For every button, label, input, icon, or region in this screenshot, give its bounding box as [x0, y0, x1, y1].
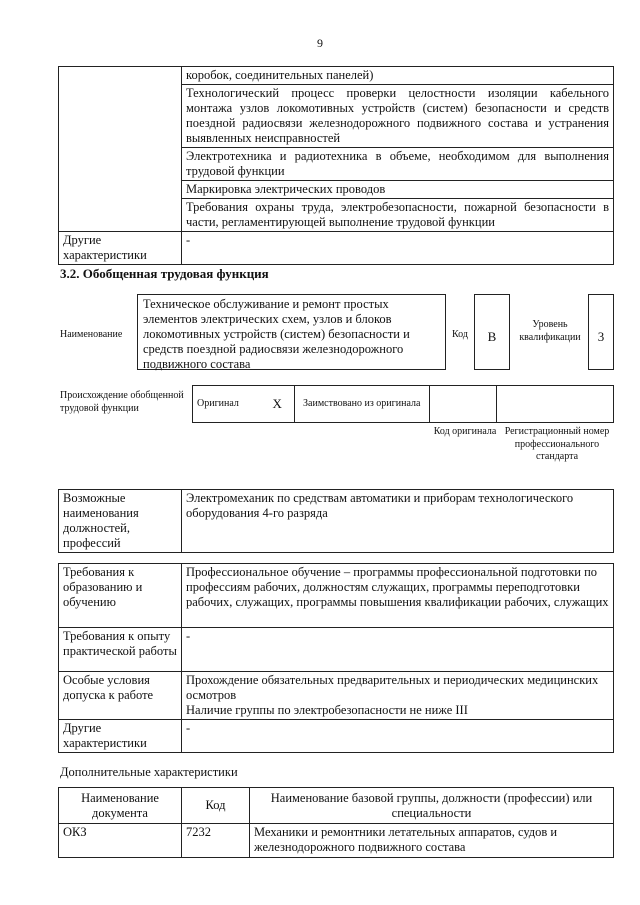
table-header-cell: Код [182, 788, 250, 824]
gtf-code-value: B [474, 294, 510, 370]
table-label-cell: Возможные наименования должностей, профессий [59, 490, 182, 553]
additional-table [58, 787, 614, 858]
table-header-cell: Наименование базовой группы, должности (профессии) или специальности [250, 788, 614, 824]
table-row [59, 232, 614, 265]
table-cell: Маркировка электрических проводов [182, 181, 614, 199]
table-row [59, 490, 614, 553]
gtf-name-box: Техническое обслуживание и ремонт простых элементов электрических схем, узлов и блоков локомотивных устройств (систем) безопасности и средств поездной радиосвязи железнодорожного подвижного состава [137, 294, 446, 370]
table-row [59, 628, 614, 672]
origin-label: Происхождение обобщенной трудовой функции [60, 390, 184, 414]
gtf-level-label: Уровень квалификации [519, 319, 581, 343]
table-label-cell: Особые условия допуска к работе [59, 672, 182, 720]
gtf-code-label: Код [452, 329, 468, 340]
reg-caption: Регистрационный номер профессионального стандарта [504, 426, 610, 462]
section-title: 3.2. Обобщенная трудовая функция [60, 266, 269, 281]
table-cell: коробок, соединительных панелей) [182, 67, 614, 85]
table-cell: Технологический процесс проверки целостности изоляции кабельного монтажа узлов локомотивных устройств (систем) безопасности и средств поездной радиосвязи железнодорожного подвижного состава и устранения выявленных неисправностей [182, 85, 614, 148]
original-mark: X [260, 386, 294, 423]
table-label-cell: Требования к опыту практической работы [59, 628, 182, 672]
origin-code-cell [429, 386, 497, 423]
origin-table [192, 385, 614, 423]
table-label-cell: Требования к образованию и обучению [59, 564, 182, 628]
page-number: 9 [317, 36, 323, 50]
table-label-cell: Другие характеристики [59, 232, 182, 265]
table-header-cell: Наименование документа [59, 788, 182, 824]
table-cell: ОКЗ [59, 824, 182, 858]
table-cell: Электромеханик по средствам автоматики и приборам технологического оборудования 4-го разряда [182, 490, 614, 553]
positions-table [58, 489, 614, 553]
additional-title: Дополнительные характеристики [60, 765, 238, 779]
table-cell: Механики и ремонтники летательных аппаратов, судов и железнодорожного подвижного состава [250, 824, 614, 858]
gtf-name-label: Наименование [60, 329, 123, 340]
table-row [59, 564, 614, 628]
code-caption: Код оригинала [433, 426, 497, 437]
table-cell [182, 672, 614, 720]
requirement-line: Наличие группы по электробезопасности не ниже III [186, 703, 468, 717]
table-row [59, 672, 614, 720]
table-label-cell [59, 67, 182, 232]
origin-reg-cell [497, 386, 614, 423]
table-cell: Профессиональное обучение – программы профессиональной подготовки по профессиям рабочих, должностям служащих, программы переподготовки рабочих, служащих, программы повышения квалификации рабочих, служащих [182, 564, 614, 628]
table-header-row [59, 788, 614, 824]
table-cell: - [182, 720, 614, 753]
requirement-line: Прохождение обязательных предварительных и периодических медицинских осмотров [186, 673, 599, 702]
table-row [193, 386, 614, 423]
table-row [59, 720, 614, 753]
table-cell: Требования охраны труда, электробезопасности, пожарной безопасности в части, регламентирующей выполнение трудовой функции [182, 199, 614, 232]
original-label: Оригинал [193, 386, 261, 423]
knowledge-table [58, 66, 614, 265]
table-row [59, 67, 614, 85]
table-row [59, 824, 614, 858]
table-cell: - [182, 232, 614, 265]
borrowed-label: Заимствовано из оригинала [294, 386, 429, 423]
table-cell: Электротехника и радиотехника в объеме, необходимом для выполнения трудовой функции [182, 148, 614, 181]
table-cell: - [182, 628, 614, 672]
table-cell: 7232 [182, 824, 250, 858]
gtf-level-value: 3 [588, 294, 614, 370]
table-label-cell: Другие характеристики [59, 720, 182, 753]
requirements-table [58, 563, 614, 753]
